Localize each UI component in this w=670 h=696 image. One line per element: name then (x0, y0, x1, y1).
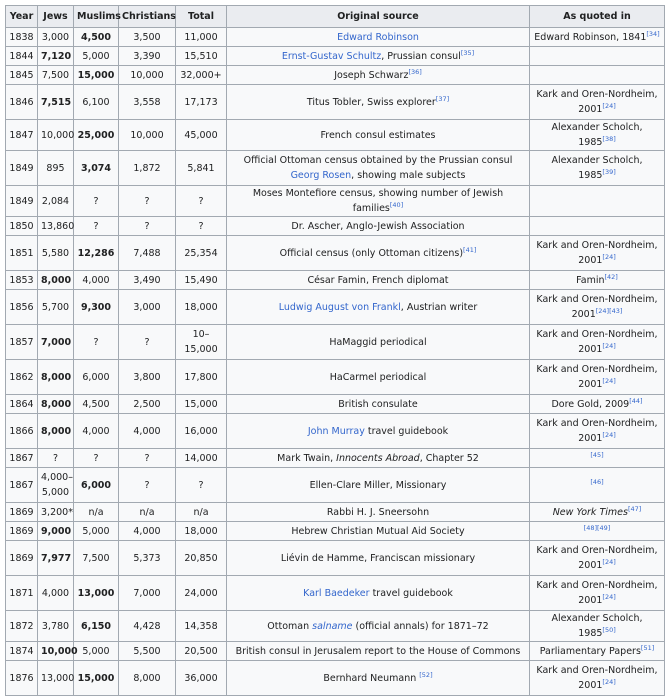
cell-total: ? (176, 468, 227, 503)
table-header (6, 6, 665, 28)
cell-original-source (227, 186, 530, 217)
cell-muslims: 4,000 (74, 271, 119, 290)
cell-original-source (227, 271, 530, 290)
cell-year: 1874 (6, 642, 38, 661)
cell-text: Official Ottoman census obtained by the Prussian consul (243, 155, 513, 166)
table-row (6, 186, 665, 217)
table-row (6, 85, 665, 120)
citation-link[interactable]: [24] (602, 592, 616, 601)
table-row (6, 576, 665, 611)
cell-christians: 3,558 (119, 85, 176, 120)
citation-link[interactable]: [44] (629, 396, 643, 405)
table-row (6, 66, 665, 85)
cell-year: 1851 (6, 236, 38, 271)
table-row (6, 661, 665, 696)
cell-muslims: 5,000 (74, 522, 119, 541)
cell-jews: 3,200* (38, 503, 74, 522)
cell-text: Famin (576, 274, 605, 286)
cell-text: Kark and Oren-Nordheim, 2001 (536, 294, 658, 320)
citation-link[interactable]: [24] (602, 557, 616, 566)
cell-christians: 1,872 (119, 151, 176, 186)
cell-text: Liévin de Hamme, Franciscan missionary (280, 552, 476, 564)
cell-muslims: 3,074 (74, 151, 119, 186)
cell-as-quoted-in (530, 576, 665, 611)
cell-original-source (227, 503, 530, 522)
cell-jews: 8,000 (38, 414, 74, 449)
cell-text: Rabbi H. J. Sneersohn (326, 506, 430, 518)
cell-text: , Prussian consul (381, 50, 461, 62)
cell-text: Hebrew Christian Mutual Aid Society (291, 525, 465, 537)
cell-original-source (227, 395, 530, 414)
cell-total: 17,800 (176, 360, 227, 395)
cell-as-quoted-in (530, 395, 665, 414)
cell-christians: 3,000 (119, 290, 176, 325)
cell-jews: 3,000 (38, 28, 74, 47)
cell-muslims: 4,500 (74, 28, 119, 47)
cell-muslims: 6,150 (74, 611, 119, 642)
cell-year: 1867 (6, 449, 38, 468)
header-year[interactable]: Year (6, 6, 38, 28)
table-row (6, 449, 665, 468)
cell-total: 5,841 (176, 151, 227, 186)
cell-total: 20,500 (176, 642, 227, 661)
table-row (6, 47, 665, 66)
header-christians[interactable]: Christians (119, 6, 176, 28)
cell-jews: 7,977 (38, 541, 74, 576)
cell-text: Kark and Oren-Nordheim, 2001 (536, 545, 658, 571)
citation-link[interactable]: [47] (627, 504, 642, 513)
cell-total: 32,000+ (176, 66, 227, 85)
citation-link[interactable]: [24] (602, 430, 616, 439)
cell-as-quoted-in (530, 642, 665, 661)
cell-muslims: 25,000 (74, 120, 119, 151)
cell-year: 1867 (6, 468, 38, 503)
cell-text: French consul estimates (320, 129, 436, 141)
table-row (6, 611, 665, 642)
cell-muslims: ? (74, 449, 119, 468)
header-muslims[interactable]: Muslims (74, 6, 119, 28)
citation-link[interactable]: [37] (435, 94, 450, 103)
cell-total: ? (176, 186, 227, 217)
cell-christians: 7,488 (119, 236, 176, 271)
cell-text: Kark and Oren-Nordheim, 2001 (536, 329, 658, 355)
cell-year: 1869 (6, 503, 38, 522)
cell-text: Kark and Oren-Nordheim, 2001 (536, 665, 658, 691)
cell-jews: 7,500 (38, 66, 74, 85)
table-row (6, 271, 665, 290)
cell-year: 1846 (6, 85, 38, 120)
cell-original-source (227, 120, 530, 151)
cell-text: Official census (only Ottoman citizens) (279, 247, 464, 259)
cell-original-source (227, 28, 530, 47)
cell-original-source (227, 541, 530, 576)
cell-as-quoted-in (530, 661, 665, 696)
cell-text: Alexander Scholch, 1985 (551, 155, 643, 181)
cell-as-quoted-in (530, 151, 665, 186)
citation-link[interactable]: [52] (419, 670, 433, 679)
cell-jews: 10,000 (38, 120, 74, 151)
cell-muslims: 6,000 (74, 468, 119, 503)
cell-year: 1869 (6, 541, 38, 576)
cell-as-quoted-in (530, 449, 665, 468)
cell-christians: 3,800 (119, 360, 176, 395)
cell-total: 11,000 (176, 28, 227, 47)
source-link[interactable]: John Murray (307, 425, 365, 437)
cell-jews: 8,000 (38, 271, 74, 290)
cell-original-source (227, 449, 530, 468)
table-row (6, 642, 665, 661)
cell-text: travel guidebook (364, 425, 449, 437)
cell-as-quoted-in (530, 360, 665, 395)
cell-christians: 3,500 (119, 28, 176, 47)
citation-link[interactable]: [40] (389, 200, 404, 209)
citation-link[interactable]: [51] (640, 643, 655, 652)
cell-christians: ? (119, 217, 176, 236)
cell-as-quoted-in (530, 611, 665, 642)
cell-text: Kark and Oren-Nordheim, 2001 (536, 364, 658, 390)
cell-christians: ? (119, 325, 176, 360)
cell-year: 1871 (6, 576, 38, 611)
cell-year: 1853 (6, 271, 38, 290)
cell-total: 25,354 (176, 236, 227, 271)
table-row (6, 28, 665, 47)
cell-jews: 4,000 (38, 576, 74, 611)
table-row (6, 236, 665, 271)
cell-christians: 8,000 (119, 661, 176, 696)
cell-christians: 5,500 (119, 642, 176, 661)
cell-christians: ? (119, 449, 176, 468)
cell-text: Titus Tobler, Swiss explorer (306, 96, 436, 108)
cell-muslims: ? (74, 186, 119, 217)
table-row (6, 468, 665, 503)
cell-text: Kark and Oren-Nordheim, 2001 (536, 580, 658, 606)
cell-as-quoted-in (530, 325, 665, 360)
cell-total: 36,000 (176, 661, 227, 696)
citation-link[interactable]: [41] (463, 245, 477, 254)
cell-text: Bernhard Neumann (323, 672, 420, 684)
cell-total: 18,000 (176, 522, 227, 541)
cell-muslims: 13,000 (74, 576, 119, 611)
source-link[interactable]: Georg Rosen (290, 170, 352, 181)
cell-year: 1866 (6, 414, 38, 449)
cell-text: Alexander Scholch, 1985 (551, 613, 643, 639)
cell-text: HaMaggid periodical (329, 336, 427, 348)
cell-original-source (227, 325, 530, 360)
cell-jews: 4,000–5,000 (38, 468, 74, 503)
cell-text: Dore Gold, 2009 (551, 398, 630, 410)
cell-christians: 5,373 (119, 541, 176, 576)
cell-jews: 3,780 (38, 611, 74, 642)
cell-original-source (227, 414, 530, 449)
cell-total: 20,850 (176, 541, 227, 576)
cell-text: Joseph Schwarz (334, 69, 409, 81)
cell-year: 1850 (6, 217, 38, 236)
table-row (6, 120, 665, 151)
cell-as-quoted-in (530, 541, 665, 576)
citation-link[interactable]: [34] (646, 29, 660, 38)
cell-jews: 5,700 (38, 290, 74, 325)
cell-total: 45,000 (176, 120, 227, 151)
cell-christians: n/a (119, 503, 176, 522)
source-link[interactable]: Edward Robinson (337, 31, 419, 43)
cell-as-quoted-in (530, 28, 665, 47)
citation-link[interactable]: [42] (604, 272, 618, 281)
cell-jews: 895 (38, 151, 74, 186)
cell-original-source (227, 611, 530, 642)
table-body (6, 28, 665, 696)
cell-christians: 3,390 (119, 47, 176, 66)
cell-total: 15,000 (176, 395, 227, 414)
cell-original-source (227, 661, 530, 696)
header-jews[interactable]: Jews (38, 6, 74, 28)
cell-year: 1849 (6, 151, 38, 186)
citation-link[interactable]: [24] (602, 677, 616, 686)
cell-year: 1849 (6, 186, 38, 217)
cell-year: 1862 (6, 360, 38, 395)
citation-link[interactable]: [45] (590, 450, 604, 459)
cell-muslims: 6,100 (74, 85, 119, 120)
table-row (6, 503, 665, 522)
header-total[interactable]: Total (176, 6, 227, 28)
cell-original-source (227, 66, 530, 85)
cell-text: Alexander Scholch, 1985 (551, 122, 643, 148)
source-link[interactable]: Karl Baedeker (303, 587, 370, 599)
cell-original-source (227, 576, 530, 611)
citation-link[interactable]: [38] (602, 134, 616, 143)
citation-link[interactable]: [24] (602, 252, 616, 261)
cell-jews: 13,860 (38, 217, 74, 236)
cell-total: 18,000 (176, 290, 227, 325)
cell-muslims: 9,300 (74, 290, 119, 325)
source-link[interactable]: Ernst-Gustav Schultz (281, 50, 382, 62)
cell-jews: 10,000 (38, 642, 74, 661)
cell-total: 16,000 (176, 414, 227, 449)
cell-original-source (227, 236, 530, 271)
cell-muslims: ? (74, 217, 119, 236)
cell-jews: 7,120 (38, 47, 74, 66)
cell-total: 17,173 (176, 85, 227, 120)
cell-as-quoted-in (530, 271, 665, 290)
citation-link[interactable]: [24][43] (595, 306, 623, 315)
cell-christians: 4,000 (119, 414, 176, 449)
table-row (6, 360, 665, 395)
cell-original-source (227, 642, 530, 661)
table-row (6, 395, 665, 414)
cell-year: 1876 (6, 661, 38, 696)
cell-text: British consulate (338, 398, 418, 410)
citation-link[interactable]: [50] (602, 625, 616, 634)
cell-original-source (227, 47, 530, 66)
cell-text: , showing male subjects (351, 170, 466, 181)
cell-original-source (227, 522, 530, 541)
cell-text: César Famin, French diplomat (307, 274, 449, 286)
citation-link[interactable]: [39] (602, 167, 616, 176)
cell-jews: 7,515 (38, 85, 74, 120)
cell-text: HaCarmel periodical (329, 371, 427, 383)
cell-text: , Chapter 52 (419, 452, 479, 464)
cell-year: 1869 (6, 522, 38, 541)
cell-year: 1864 (6, 395, 38, 414)
cell-text: Mark Twain, (277, 452, 337, 464)
citation-link[interactable]: [24] (602, 101, 616, 110)
cell-muslims: 7,500 (74, 541, 119, 576)
cell-text: Edward Robinson, 1841 (534, 31, 647, 43)
cell-text: Innocents Abroad (336, 452, 420, 464)
cell-text: Ellen-Clare Miller, Missionary (309, 479, 447, 491)
cell-muslims: 15,000 (74, 661, 119, 696)
cell-total: ? (176, 217, 227, 236)
cell-text: Parliamentary Papers (539, 645, 641, 657)
citation-link[interactable]: [24] (602, 341, 616, 350)
cell-total: n/a (176, 503, 227, 522)
cell-christians: ? (119, 468, 176, 503)
cell-total: 10–15,000 (176, 325, 227, 360)
cell-christians: 2,500 (119, 395, 176, 414)
citation-link[interactable]: [48][49] (583, 523, 611, 532)
cell-total: 14,358 (176, 611, 227, 642)
cell-as-quoted-in (530, 47, 665, 66)
cell-jews: 5,580 (38, 236, 74, 271)
cell-original-source (227, 290, 530, 325)
source-link[interactable]: Ludwig August von Frankl (278, 301, 401, 313)
cell-christians: 10,000 (119, 66, 176, 85)
cell-muslims: ? (74, 325, 119, 360)
cell-text: travel guidebook (369, 587, 453, 599)
cell-muslims: 4,500 (74, 395, 119, 414)
cell-jews: 2,084 (38, 186, 74, 217)
cell-as-quoted-in (530, 414, 665, 449)
cell-jews: 9,000 (38, 522, 74, 541)
cell-original-source (227, 468, 530, 503)
citation-link[interactable]: [36] (408, 67, 422, 76)
cell-as-quoted-in (530, 186, 665, 217)
cell-year: 1857 (6, 325, 38, 360)
cell-christians: 4,428 (119, 611, 176, 642)
cell-as-quoted-in (530, 522, 665, 541)
cell-text: Ottoman (267, 620, 313, 632)
citation-link[interactable]: [46] (590, 477, 604, 486)
cell-text: Dr. Ascher, Anglo-Jewish Association (291, 220, 465, 232)
cell-as-quoted-in (530, 66, 665, 85)
cell-text: Kark and Oren-Nordheim, 2001 (536, 418, 658, 444)
header-as-quoted-in[interactable]: As quoted in (530, 6, 665, 28)
cell-muslims: 12,286 (74, 236, 119, 271)
cell-as-quoted-in (530, 468, 665, 503)
cell-christians: 4,000 (119, 522, 176, 541)
cell-christians: ? (119, 186, 176, 217)
cell-muslims: n/a (74, 503, 119, 522)
cell-original-source (227, 360, 530, 395)
cell-jews: ? (38, 449, 74, 468)
cell-original-source (227, 85, 530, 120)
cell-muslims: 15,000 (74, 66, 119, 85)
cell-jews: 13,000 (38, 661, 74, 696)
header-row (6, 6, 665, 28)
table-row (6, 290, 665, 325)
cell-as-quoted-in (530, 236, 665, 271)
cell-christians: 3,490 (119, 271, 176, 290)
cell-as-quoted-in (530, 217, 665, 236)
cell-jews: 7,000 (38, 325, 74, 360)
table-row (6, 414, 665, 449)
cell-year: 1872 (6, 611, 38, 642)
header-original-source[interactable]: Original source (227, 6, 530, 28)
cell-original-source (227, 151, 530, 186)
table-row (6, 151, 665, 186)
source-link[interactable]: salname (312, 620, 353, 632)
cell-text: Moses Montefiore census, showing number of Jewish families (252, 188, 504, 214)
table-row (6, 217, 665, 236)
citation-link[interactable]: [24] (602, 376, 616, 385)
cell-as-quoted-in (530, 120, 665, 151)
cell-christians: 10,000 (119, 120, 176, 151)
cell-total: 14,000 (176, 449, 227, 468)
cell-total: 15,510 (176, 47, 227, 66)
cell-muslims: 6,000 (74, 360, 119, 395)
citation-link[interactable]: [35] (460, 48, 475, 57)
cell-as-quoted-in (530, 290, 665, 325)
cell-muslims: 5,000 (74, 47, 119, 66)
cell-total: 15,490 (176, 271, 227, 290)
cell-as-quoted-in (530, 503, 665, 522)
cell-year: 1847 (6, 120, 38, 151)
table-row (6, 325, 665, 360)
cell-muslims: 4,000 (74, 414, 119, 449)
cell-text: (official annals) for 1871–72 (352, 620, 489, 632)
cell-text: New York Times (552, 506, 628, 518)
cell-text: British consul in Jerusalem report to the House of Commons (235, 645, 521, 657)
cell-text: Kark and Oren-Nordheim, 2001 (536, 89, 658, 115)
cell-year: 1845 (6, 66, 38, 85)
cell-muslims: 5,000 (74, 642, 119, 661)
cell-year: 1856 (6, 290, 38, 325)
cell-text: , Austrian writer (400, 301, 478, 313)
cell-text: Kark and Oren-Nordheim, 2001 (536, 240, 658, 266)
population-table (5, 5, 665, 696)
cell-total: 24,000 (176, 576, 227, 611)
cell-jews: 8,000 (38, 360, 74, 395)
cell-as-quoted-in (530, 85, 665, 120)
cell-christians: 7,000 (119, 576, 176, 611)
cell-year: 1844 (6, 47, 38, 66)
table-row (6, 522, 665, 541)
table-row (6, 541, 665, 576)
cell-jews: 8,000 (38, 395, 74, 414)
cell-year: 1838 (6, 28, 38, 47)
cell-original-source (227, 217, 530, 236)
